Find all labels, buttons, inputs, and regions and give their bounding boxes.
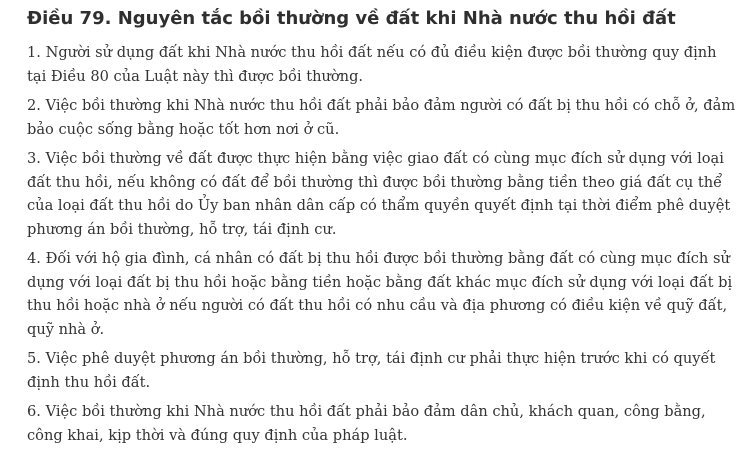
paragraph-4: 4. Đối với hộ gia đình, cá nhân có đất bị thu hồi được bồi thường bằng đất có cùng mục đích sử dụng với loại đất bị thu hồi hoặc bằng tiền hoặc bằng đất khác mục đích sử dụng với loại đất bị thu hồi hoặc nhà ở nếu người có đất thu hồi có nhu cầu và địa phương có điều kiện về quỹ đất, quỹ nhà ở. [27, 250, 733, 338]
paragraph-1: 1. Người sử dụng đất khi Nhà nước thu hồi đất nếu có đủ điều kiện được bồi thường quy định tại Điều 80 của Luật này thì được bồi thường. [27, 44, 717, 85]
paragraph-5: 5. Việc phê duyệt phương án bồi thường, hỗ trợ, tái định cư phải thực hiện trước khi có quyết định thu hồi đất. [27, 350, 716, 391]
paragraph-2: 2. Việc bồi thường khi Nhà nước thu hồi đất phải bảo đảm người có đất bị thu hồi có chỗ ở, đảm bảo cuộc sống bằng hoặc tốt hơn nơi ở cũ. [27, 97, 736, 138]
paragraph-6: 6. Việc bồi thường khi Nhà nước thu hồi đất phải bảo đảm dân chủ, khách quan, công bằng, công khai, kịp thời và đúng quy định của pháp luật. [27, 403, 706, 444]
paragraph-3: 3. Việc bồi thường về đất được thực hiện bằng việc giao đất có cùng mục đích sử dụng với loại đất thu hồi, nếu không có đất để bồi thường thì được bồi thường bằng tiền theo giá đất cụ thể của loại đất thu hồi do Ủy ban nhân dân cấp có thẩm quyền quyết định tại thời điểm phê duyệt phương án bồi thường, hỗ trợ, tái định cư. [27, 150, 731, 238]
article-title: Điều 79. Nguyên tắc bồi thường về đất khi Nhà nước thu hồi đất [27, 8, 676, 29]
